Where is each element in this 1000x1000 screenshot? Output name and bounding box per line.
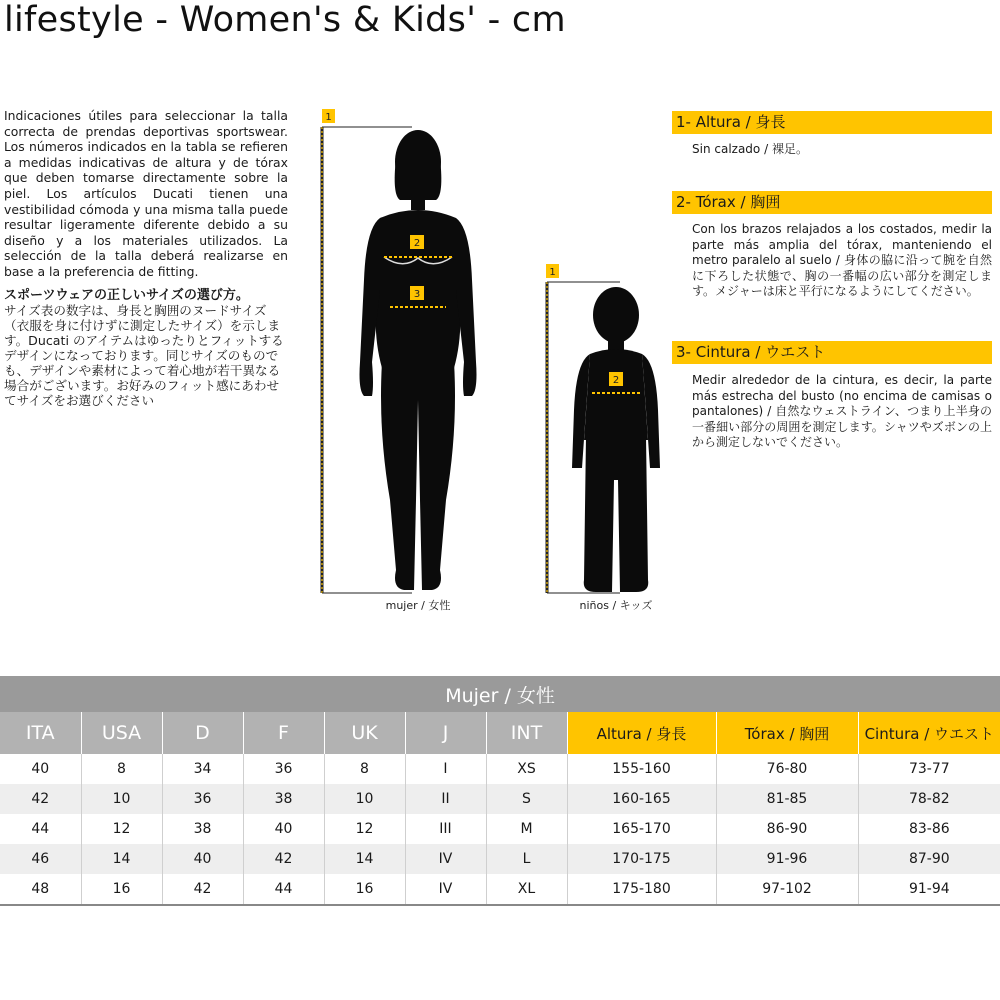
- table-cell: I: [405, 754, 486, 784]
- table-cell: 46: [0, 844, 81, 874]
- table-cell: 155-160: [567, 754, 716, 784]
- table-caption: Mujer / 女性: [0, 676, 1000, 712]
- table-cell: 86-90: [716, 814, 858, 844]
- intro-text: [4, 108, 288, 408]
- child-marker-1-label: 1: [549, 267, 556, 278]
- table-cell: 38: [243, 784, 324, 814]
- table-row: [0, 874, 1000, 905]
- woman-marker-3-label: 3: [413, 289, 421, 300]
- table-cell: 10: [324, 784, 405, 814]
- intro-ja: サイズ表の数字は、身長と胸囲のヌードサイズ（衣服を身に付けずに測定したサイズ）を示します。Ducati のアイテムはゆったりとフィットするデザインになっております。同じサイズのものでも、デザインや素材によって着心地が若干異なる場合がございます。お好みのフィット感にあわせてサイズをお選びください: [4, 302, 284, 408]
- table-cell: 44: [0, 814, 81, 844]
- table-cell: 42: [243, 844, 324, 874]
- table-cell: 36: [243, 754, 324, 784]
- column-header: USA: [81, 712, 162, 754]
- table-cell: 14: [324, 844, 405, 874]
- table-cell: 170-175: [567, 844, 716, 874]
- section-height-heading: 1- Altura / 身長: [672, 111, 992, 134]
- table-cell: 16: [324, 874, 405, 905]
- table-cell: 10: [81, 784, 162, 814]
- column-header: Cintura / ウエスト: [858, 712, 1000, 754]
- column-header: F: [243, 712, 324, 754]
- page-title: lifestyle - Women's & Kids' - cm: [4, 0, 566, 40]
- child-marker-2-label: 2: [612, 375, 620, 386]
- table-cell: XL: [486, 874, 567, 905]
- table-cell: 97-102: [716, 874, 858, 905]
- table-cell: M: [486, 814, 567, 844]
- table-cell: II: [405, 784, 486, 814]
- table-cell: 12: [81, 814, 162, 844]
- woman-label: mujer / 女性: [385, 599, 451, 612]
- table-cell: 87-90: [858, 844, 1000, 874]
- table-row: [0, 754, 1000, 784]
- size-table: [0, 676, 1000, 906]
- column-header: UK: [324, 712, 405, 754]
- size-table-container: [0, 676, 1000, 906]
- table-cell: 42: [0, 784, 81, 814]
- table-cell: 160-165: [567, 784, 716, 814]
- column-header: J: [405, 712, 486, 754]
- table-row: [0, 814, 1000, 844]
- table-cell: 40: [0, 754, 81, 784]
- table-cell: 76-80: [716, 754, 858, 784]
- section-height-text: Sin calzado / 裸足。: [692, 142, 808, 156]
- section-chest-text: Con los brazos relajados a los costados, medir la parte más amplia del tórax, manteniendo el metro paralelo al suelo / 身体の脇に沿って腕を自然に下ろした状態で、胸の一番幅の広い部分を測定します。メジャーは床と平行になるようにしてください。: [692, 222, 992, 298]
- table-cell: 175-180: [567, 874, 716, 905]
- table-cell: L: [486, 844, 567, 874]
- table-cell: 34: [162, 754, 243, 784]
- column-header: Tórax / 胸囲: [716, 712, 858, 754]
- column-header: Altura / 身長: [567, 712, 716, 754]
- table-cell: 83-86: [908, 821, 950, 837]
- table-cell: 40: [243, 814, 324, 844]
- intro-ja-heading: スポーツウェアの正しいサイズの選び方。: [4, 287, 249, 303]
- woman-marker-1-label: 1: [325, 112, 332, 123]
- table-cell: 36: [162, 784, 243, 814]
- woman-marker-2-label: 2: [413, 238, 421, 249]
- table-cell: 42: [162, 874, 243, 905]
- table-row: [0, 844, 1000, 874]
- table-cell: III: [405, 814, 486, 844]
- section-waist-heading: 3- Cintura / ウエスト: [672, 341, 992, 364]
- woman-silhouette: [360, 130, 477, 590]
- table-cell: IV: [405, 874, 486, 905]
- measurement-figures: [300, 100, 680, 620]
- table-cell: IV: [405, 844, 486, 874]
- child-silhouette: [572, 287, 660, 592]
- table-cell: S: [486, 784, 567, 814]
- table-cell: 44: [243, 874, 324, 905]
- column-header: D: [162, 712, 243, 754]
- section-waist-text: Medir alrededor de la cintura, es decir, la parte más estrecha del busto (no encima de camisas o pantalones) / 自然なウェストライン、つまり上半身の一番細い部分の周囲を測定します。シャツやズボンの上から測定しないでください。: [692, 373, 992, 449]
- table-cell: 12: [324, 814, 405, 844]
- table-cell: 48: [0, 874, 81, 905]
- table-cell: 91-94: [858, 874, 1000, 905]
- section-chest-heading: 2- Tórax / 胸囲: [672, 191, 992, 214]
- table-row: [0, 784, 1000, 814]
- table-cell: 38: [162, 814, 243, 844]
- table-cell: 73-77: [908, 761, 950, 777]
- table-cell: 40: [162, 844, 243, 874]
- table-cell: 16: [81, 874, 162, 905]
- intro-es: Indicaciones útiles para seleccionar la talla correcta de prendas deportivas sportswear. Los números indicados en la tabla se refieren a medidas indicativas de altura y de tórax que deben tomarse directamente sobre la piel. Los artículos Ducati tienen una vestibilidad cómoda y una misma talla puede resultar ligeramente diferente debido a su diseño y a los materiales utilizados. La selección de la talla deberá realizarse en base a la preferencia de fitting.: [4, 108, 288, 279]
- table-cell: 14: [81, 844, 162, 874]
- child-label: niños / キッズ: [579, 599, 653, 612]
- table-cell: XS: [486, 754, 567, 784]
- table-cell: 165-170: [567, 814, 716, 844]
- table-cell: 81-85: [716, 784, 858, 814]
- table-cell: 8: [324, 754, 405, 784]
- table-header-row: [0, 712, 1000, 754]
- table-cell: 78-82: [858, 784, 1000, 814]
- column-header: ITA: [0, 712, 81, 754]
- table-cell: 91-96: [716, 844, 858, 874]
- column-header: INT: [486, 712, 567, 754]
- table-cell: 8: [81, 754, 162, 784]
